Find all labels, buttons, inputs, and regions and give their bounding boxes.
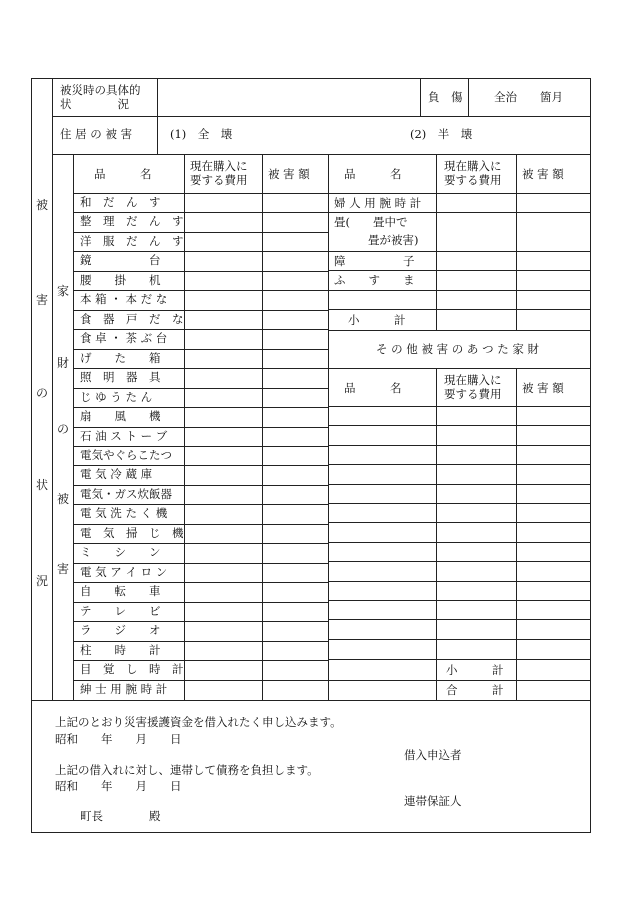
left-item-24: 目 覚 し 時 計 (80, 662, 184, 677)
left-item-4: 腰 掛 机 (80, 272, 161, 287)
right-row-line (328, 445, 591, 446)
right-row-line (328, 425, 591, 426)
left-item-25: 紳 士 用 腕 時 計 (80, 681, 168, 696)
dwelling-opt2: (2) 半 壊 (410, 127, 473, 141)
injury-value: 全治 箇月 (494, 90, 563, 104)
footer-applicant: 借入申込者 (404, 748, 462, 762)
side-inner-1: 財 (57, 356, 70, 370)
right-col-item: 品 名 (344, 167, 402, 181)
left-row-line (73, 310, 328, 311)
left-row-line (73, 602, 328, 603)
left-item-23: 柱 時 計 (80, 642, 161, 657)
left-item-5: 本 箱 ・ 本 だ な (80, 292, 168, 307)
right-subtotal-2: 小 計 (446, 663, 504, 677)
right-row-line (328, 581, 591, 582)
left-row-line (73, 524, 328, 525)
right-item-r4: ふ す ま (334, 273, 415, 287)
left-col-item: 品 名 (94, 167, 152, 181)
left-col-cost-1: 現在購入に (190, 159, 248, 173)
right-item-r2b: 畳が被害) (368, 233, 419, 247)
left-row-line (73, 329, 328, 330)
right-col-item-2: 品 名 (344, 381, 402, 395)
right-row-line (328, 522, 591, 523)
right-row-line (328, 503, 591, 504)
right-row-line (328, 464, 591, 465)
side-inner-4: 害 (57, 562, 70, 576)
disaster-label-1: 被災時の具体的 (60, 83, 141, 97)
left-row-line (73, 543, 328, 544)
left-row-line (73, 680, 328, 681)
right-item-r1: 婦 人 用 腕 時 計 (334, 196, 422, 210)
side-outer-4: 況 (36, 574, 49, 588)
right-item-r3: 障 子 (334, 254, 415, 268)
right-col-cost-2b: 要する費用 (444, 387, 502, 401)
left-item-20: 自 転 車 (80, 584, 161, 599)
right-row-line (328, 561, 591, 562)
right-col-damage: 被 害 額 (522, 167, 564, 181)
left-col-damage: 被 害 額 (268, 167, 310, 181)
side-inner-0: 家 (57, 284, 70, 298)
left-row-line (73, 485, 328, 486)
footer-mayor: 町長 殿 (80, 809, 161, 823)
left-item-19: 電 気 ア イ ロ ン (80, 564, 168, 579)
left-item-21: テ レ ビ (80, 603, 161, 618)
left-item-12: 石 油 ス ト ー ブ (80, 428, 168, 443)
left-col-cost-2: 要する費用 (190, 173, 248, 187)
left-item-10: じ ゆ う た ん (80, 389, 153, 404)
left-row-line (73, 621, 328, 622)
side-outer-0: 被 (36, 198, 49, 212)
side-outer-3: 状 (36, 478, 49, 492)
dwelling-opt1: (1) 全 壊 (170, 127, 233, 141)
left-row-line (73, 407, 328, 408)
right-row-line (328, 619, 591, 620)
side-outer-1: 害 (36, 293, 49, 307)
left-item-15: 電気・ガス炊飯器 (80, 486, 172, 501)
left-item-18: ミ シ ン (80, 545, 161, 560)
left-row-line (73, 465, 328, 466)
right-subtotal: 小 計 (348, 313, 406, 327)
left-item-7: 食 卓 ・ 茶 ぶ 台 (80, 331, 168, 346)
footer-guarantor: 連帯保証人 (404, 794, 462, 808)
injury-label: 負 傷 (428, 90, 463, 104)
left-row-line (73, 349, 328, 350)
left-row-line (73, 504, 328, 505)
side-outer-2: の (36, 386, 49, 400)
left-item-22: ラ ジ オ (80, 623, 161, 638)
left-item-16: 電 気 洗 た く 機 (80, 506, 168, 521)
left-item-6: 食 器 戸 だ な (80, 311, 184, 326)
right-row-line (328, 639, 591, 640)
left-row-line (73, 582, 328, 583)
left-item-9: 照 明 器 具 (80, 370, 161, 385)
left-item-3: 鏡 台 (80, 253, 161, 268)
left-row-line (73, 232, 328, 233)
footer-date2: 昭和 年 月 日 (55, 779, 182, 793)
disaster-label-2: 状 況 (60, 97, 129, 111)
side-inner-2: の (57, 422, 70, 436)
left-row-line (73, 368, 328, 369)
left-row-line (73, 641, 328, 642)
left-row-line (73, 290, 328, 291)
footer-line2: 上記の借入れに対し、連帯して債務を負担します。 (55, 763, 319, 777)
side-inner-3: 被 (57, 492, 70, 506)
footer-line1: 上記のとおり災害援護資金を借入れたく申し込みます。 (55, 715, 342, 729)
right-col-cost-2: 要する費用 (444, 173, 502, 187)
right-item-r2a: 畳( 畳中で (334, 215, 408, 229)
left-item-14: 電 気 冷 蔵 庫 (80, 467, 153, 482)
left-row-line (73, 427, 328, 428)
other-title: そ の 他 被 害 の あ つ た 家 財 (376, 342, 540, 356)
left-item-8: げ た 箱 (80, 350, 161, 365)
left-item-17: 電 気 掃 じ 機 (80, 525, 184, 540)
right-row-line (328, 484, 591, 485)
right-row-line (328, 542, 591, 543)
left-row-line (73, 251, 328, 252)
right-col-damage-2: 被 害 額 (522, 381, 564, 395)
left-row-line (73, 271, 328, 272)
left-row-line (73, 660, 328, 661)
footer-date1: 昭和 年 月 日 (55, 732, 182, 746)
left-item-13: 電気やぐらこたつ (80, 447, 172, 462)
left-item-2: 洋 服 だ ん す (80, 233, 184, 248)
left-item-11: 扇 風 機 (80, 409, 161, 424)
left-row-line (73, 563, 328, 564)
left-row-line (73, 446, 328, 447)
right-col-cost-1: 現在購入に (444, 159, 502, 173)
left-item-1: 整 理 だ ん す (80, 214, 184, 229)
right-row-line (328, 600, 591, 601)
left-item-0: 和 だ ん す (80, 195, 161, 209)
left-row-line (73, 388, 328, 389)
dwelling-label: 住 居 の 被 害 (60, 127, 133, 141)
left-row-line (73, 212, 328, 213)
right-total: 合 計 (446, 683, 504, 697)
right-col-cost-1b: 現在購入に (444, 373, 502, 387)
